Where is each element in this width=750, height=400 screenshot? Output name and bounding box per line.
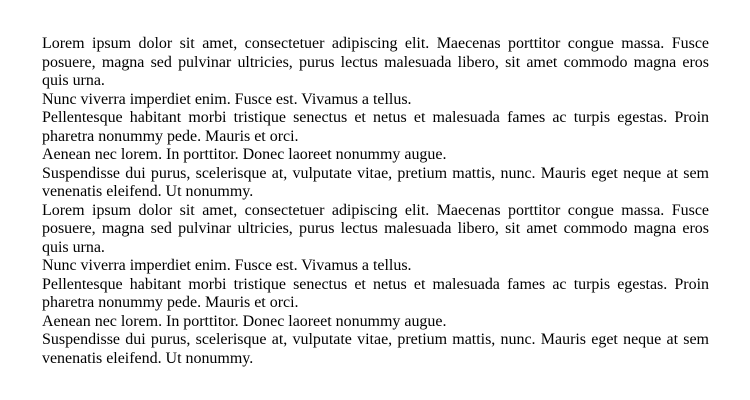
paragraph: Aenean nec lorem. In porttitor. Donec laoreet nonummy augue. <box>42 312 447 330</box>
paragraph: Lorem ipsum dolor sit amet, consectetuer adipiscing elit. Maecenas porttitor congue massa. Fusce posuere, magna sed pulvinar ultricies, purus lectus malesuada libero, sit amet commodo magna eros quis urna. <box>42 35 709 89</box>
paragraph: Pellentesque habitant morbi tristique senectus et netus et malesuada fames ac turpis egestas. Proin pharetra nonummy pede. Mauris et orci. <box>42 109 709 145</box>
paragraph: Suspendisse dui purus, scelerisque at, vulputate vitae, pretium mattis, nunc. Mauris eget neque at sem venenatis eleifend. Ut nonummy. <box>42 331 709 367</box>
paragraph: Nunc viverra imperdiet enim. Fusce est. Vivamus a tellus. <box>42 257 412 274</box>
paragraph: Pellentesque habitant morbi tristique senectus et netus et malesuada fames ac turpis egestas. Proin pharetra nonummy pede. Mauris et orci. <box>42 275 709 311</box>
document-body <box>42 35 709 368</box>
paragraph: Nunc viverra imperdiet enim. Fusce est. Vivamus a tellus. <box>42 90 412 108</box>
paragraph: Suspendisse dui purus, scelerisque at, vulputate vitae, pretium mattis, nunc. Mauris eget neque at sem venenatis eleifend. Ut nonummy. <box>42 164 709 200</box>
paragraph: Aenean nec lorem. In porttitor. Donec laoreet nonummy augue. <box>42 146 447 163</box>
paragraph: Lorem ipsum dolor sit amet, consectetuer adipiscing elit. Maecenas porttitor congue massa. Fusce posuere, magna sed pulvinar ultricies, purus lectus malesuada libero, sit amet commodo magna eros quis urna. <box>42 201 709 256</box>
